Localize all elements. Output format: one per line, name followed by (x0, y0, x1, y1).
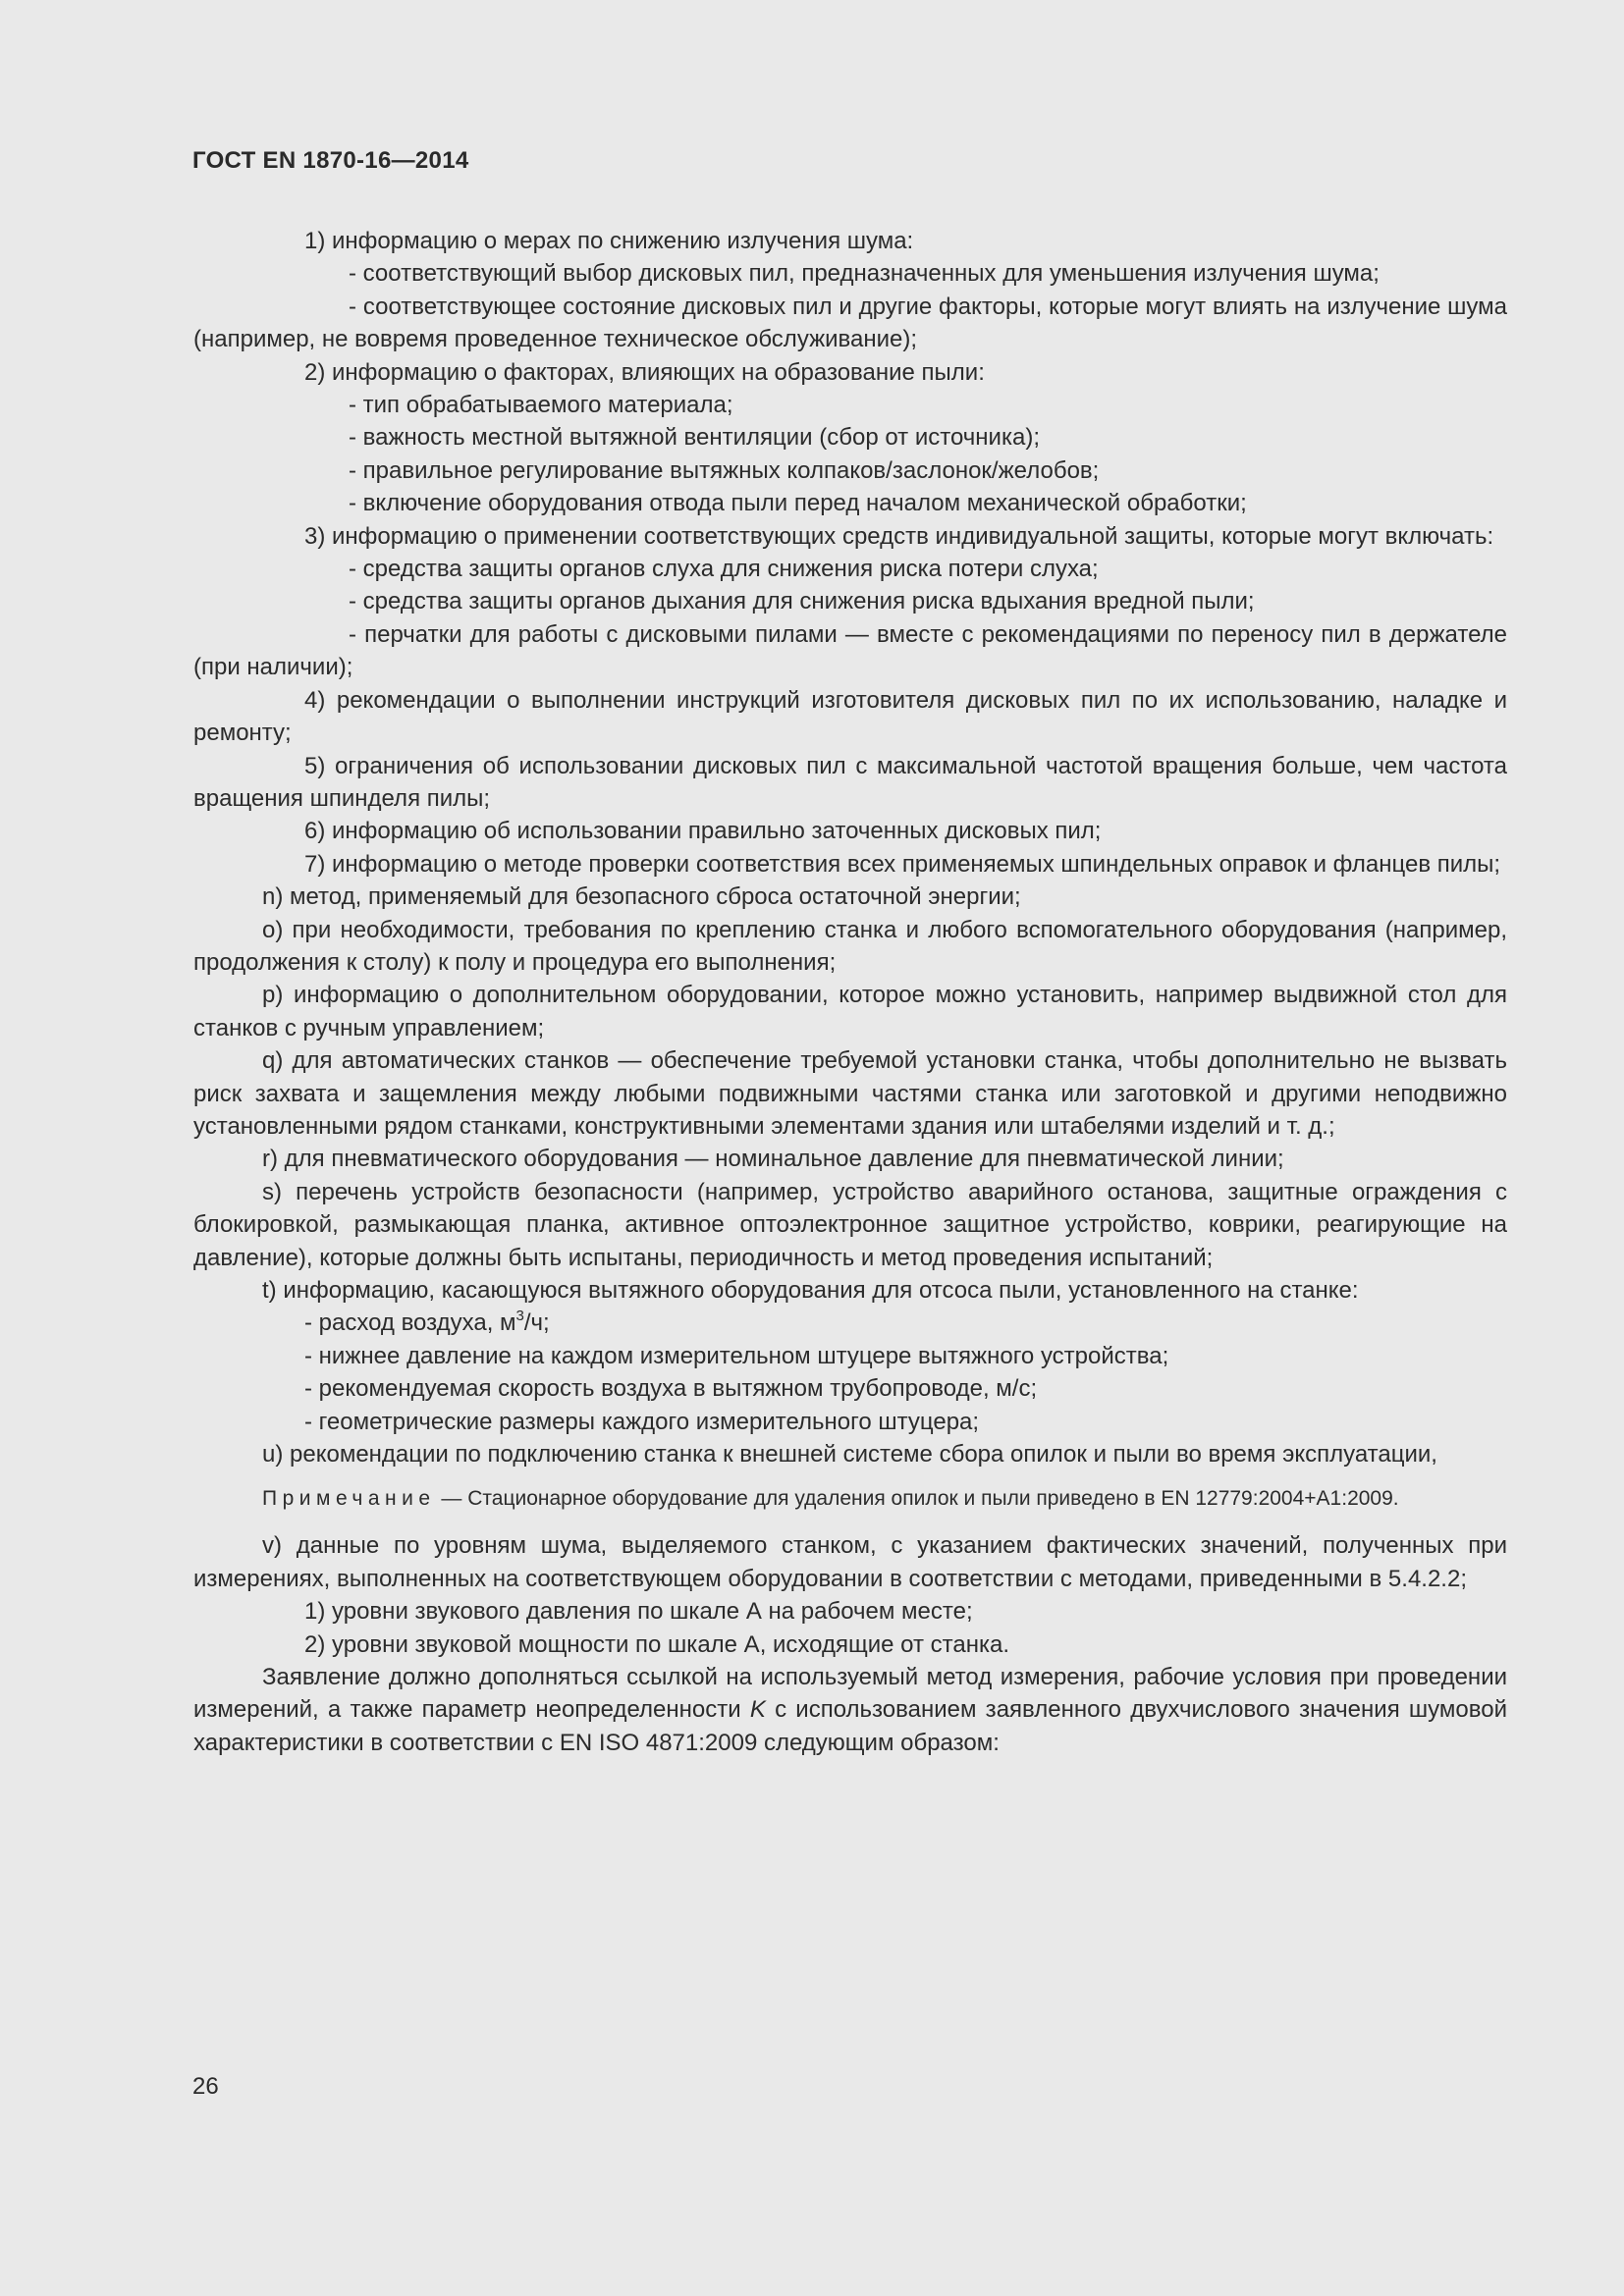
airflow-text: - расход воздуха, м (304, 1309, 516, 1337)
paragraph: - средства защиты органов слуха для снижения риска потери слуха; (349, 556, 1099, 583)
paragraph: t) информацию, касающуюся вытяжного оборудования для отсоса пыли, установленного на станке: (262, 1277, 1359, 1304)
paragraph: q) для автоматических станков — обеспечение требуемой установки станка, чтобы дополнительно не вызвать риск захвата и защемления между любыми подвижными частями станка или заготовкой и другими неподвижно установленными рядом станками, конструктивными элементами здания или штабелями изделий и т. д.; (193, 1047, 1507, 1140)
paragraph: 7) информацию о методе проверки соответствия всех применяемых шпиндельных оправок и фланцев пилы; (304, 850, 1501, 878)
final-text-start: Заявление должно дополняться ссылкой на используемый метод измерения, рабочие условия при проведении измерений, а также параметр неопределенности (193, 1664, 1507, 1724)
paragraph: 2) информацию о факторах, влияющих на образование пыли: (304, 358, 985, 386)
paragraph: 3) информацию о применении соответствующих средств индивидуальной защиты, которые могут включать: (304, 522, 1494, 550)
airflow-superscript: 3 (515, 1308, 524, 1325)
paragraph: - включение оборудования отвода пыли перед началом механической обработки; (349, 490, 1247, 517)
paragraph-block-3 (193, 1529, 1507, 1661)
paragraph-block-2 (193, 1340, 1507, 1471)
paragraph: 6) информацию об использовании правильно заточенных дисковых пил; (304, 818, 1102, 845)
paragraph: - тип обрабатываемого материала; (349, 392, 733, 419)
paragraph: 1) уровни звукового давления по шкале А на рабочем месте; (304, 1598, 973, 1626)
paragraph: - геометрические размеры каждого измерительного штуцера; (304, 1408, 980, 1435)
paragraph: - перчатки для работы с дисковыми пилами — вместе с рекомендациями по переносу пил в держателе (при наличии); (193, 620, 1507, 681)
paragraph: - важность местной вытяжной вентиляции (сбор от источника); (349, 424, 1040, 452)
paragraph: 1) информацию о мерах по снижению излучения шума: (304, 228, 914, 254)
paragraph: p) информацию о дополнительном оборудовании, которое можно установить, например выдвижной стол для станков с ручным управлением; (193, 982, 1507, 1041)
note-label: Примечание (262, 1487, 436, 1511)
paragraph: v) данные по уровням шума, выделяемого станком, с указанием фактических значений, полученных при измерениях, выполненных на соответствующем оборудовании в соответствии с методами, приведенными в 5.4.2.2; (193, 1532, 1507, 1592)
page-number: 26 (192, 2073, 219, 2100)
paragraph: - соответствующее состояние дисковых пил и другие факторы, которые могут влиять на излучение шума (например, не вовремя проведенное техническое обслуживание); (193, 293, 1507, 353)
paragraph: u) рекомендации по подключению станка к внешней системе сбора опилок и пыли во время эксплуатации, (262, 1441, 1437, 1468)
paragraph: 4) рекомендации о выполнении инструкций изготовителя дисковых пил по их использованию, наладке и ремонту; (193, 686, 1507, 747)
note (193, 1484, 1507, 1514)
paragraph: - нижнее давление на каждом измерительном штуцере вытяжного устройства; (304, 1342, 1169, 1369)
note-text: — Стационарное оборудование для удаления опилок и пыли приведено в EN 12779:2004+A1:2009. (435, 1487, 1399, 1511)
airflow-item (193, 1307, 1507, 1339)
paragraph: s) перечень устройств безопасности (например, устройство аварийного останова, защитные ограждения с блокировкой, размыкающая планка, активное оптоэлектронное защитное устройство, коврики, реагирующие на давление), которые должны быть испытаны, периодичность и метод проведения испытаний; (193, 1178, 1507, 1271)
paragraph: r) для пневматического оборудования — номинальное давление для пневматической линии; (262, 1146, 1284, 1173)
uncertainty-symbol: K (749, 1696, 766, 1724)
final-text-end: с использованием заявленного двухчислового значения шумовой характеристики в соответствии с EN ISO 4871:2009 следующим образом: (193, 1696, 1507, 1756)
airflow-unit: /ч; (523, 1309, 550, 1337)
paragraph: 2) уровни звуковой мощности по шкале А, исходящие от станка. (304, 1630, 1009, 1658)
paragraph: n) метод, применяемый для безопасного сброса остаточной энергии; (262, 883, 1021, 911)
paragraph: - правильное регулирование вытяжных колпаков/заслонок/желобов; (349, 456, 1100, 484)
document-header: ГОСТ EN 1870-16—2014 (192, 147, 469, 174)
paragraph: - рекомендуемая скорость воздуха в вытяжном трубопроводе, м/с; (304, 1375, 1038, 1403)
paragraph: o) при необходимости, требования по креплению станка и любого вспомогательного оборудования (например, продолжения к столу) к полу и процедура его выполнения; (193, 916, 1507, 976)
paragraph-block-1 (193, 225, 1507, 1307)
document-body (193, 225, 1507, 1759)
final-paragraph (193, 1661, 1507, 1759)
paragraph: - соответствующий выбор дисковых пил, предназначенных для уменьшения излучения шума; (349, 260, 1380, 288)
paragraph: 5) ограничения об использовании дисковых пил с максимальной частотой вращения больше, чем частота вращения шпинделя пилы; (193, 752, 1507, 812)
paragraph: - средства защиты органов дыхания для снижения риска вдыхания вредной пыли; (349, 588, 1255, 615)
